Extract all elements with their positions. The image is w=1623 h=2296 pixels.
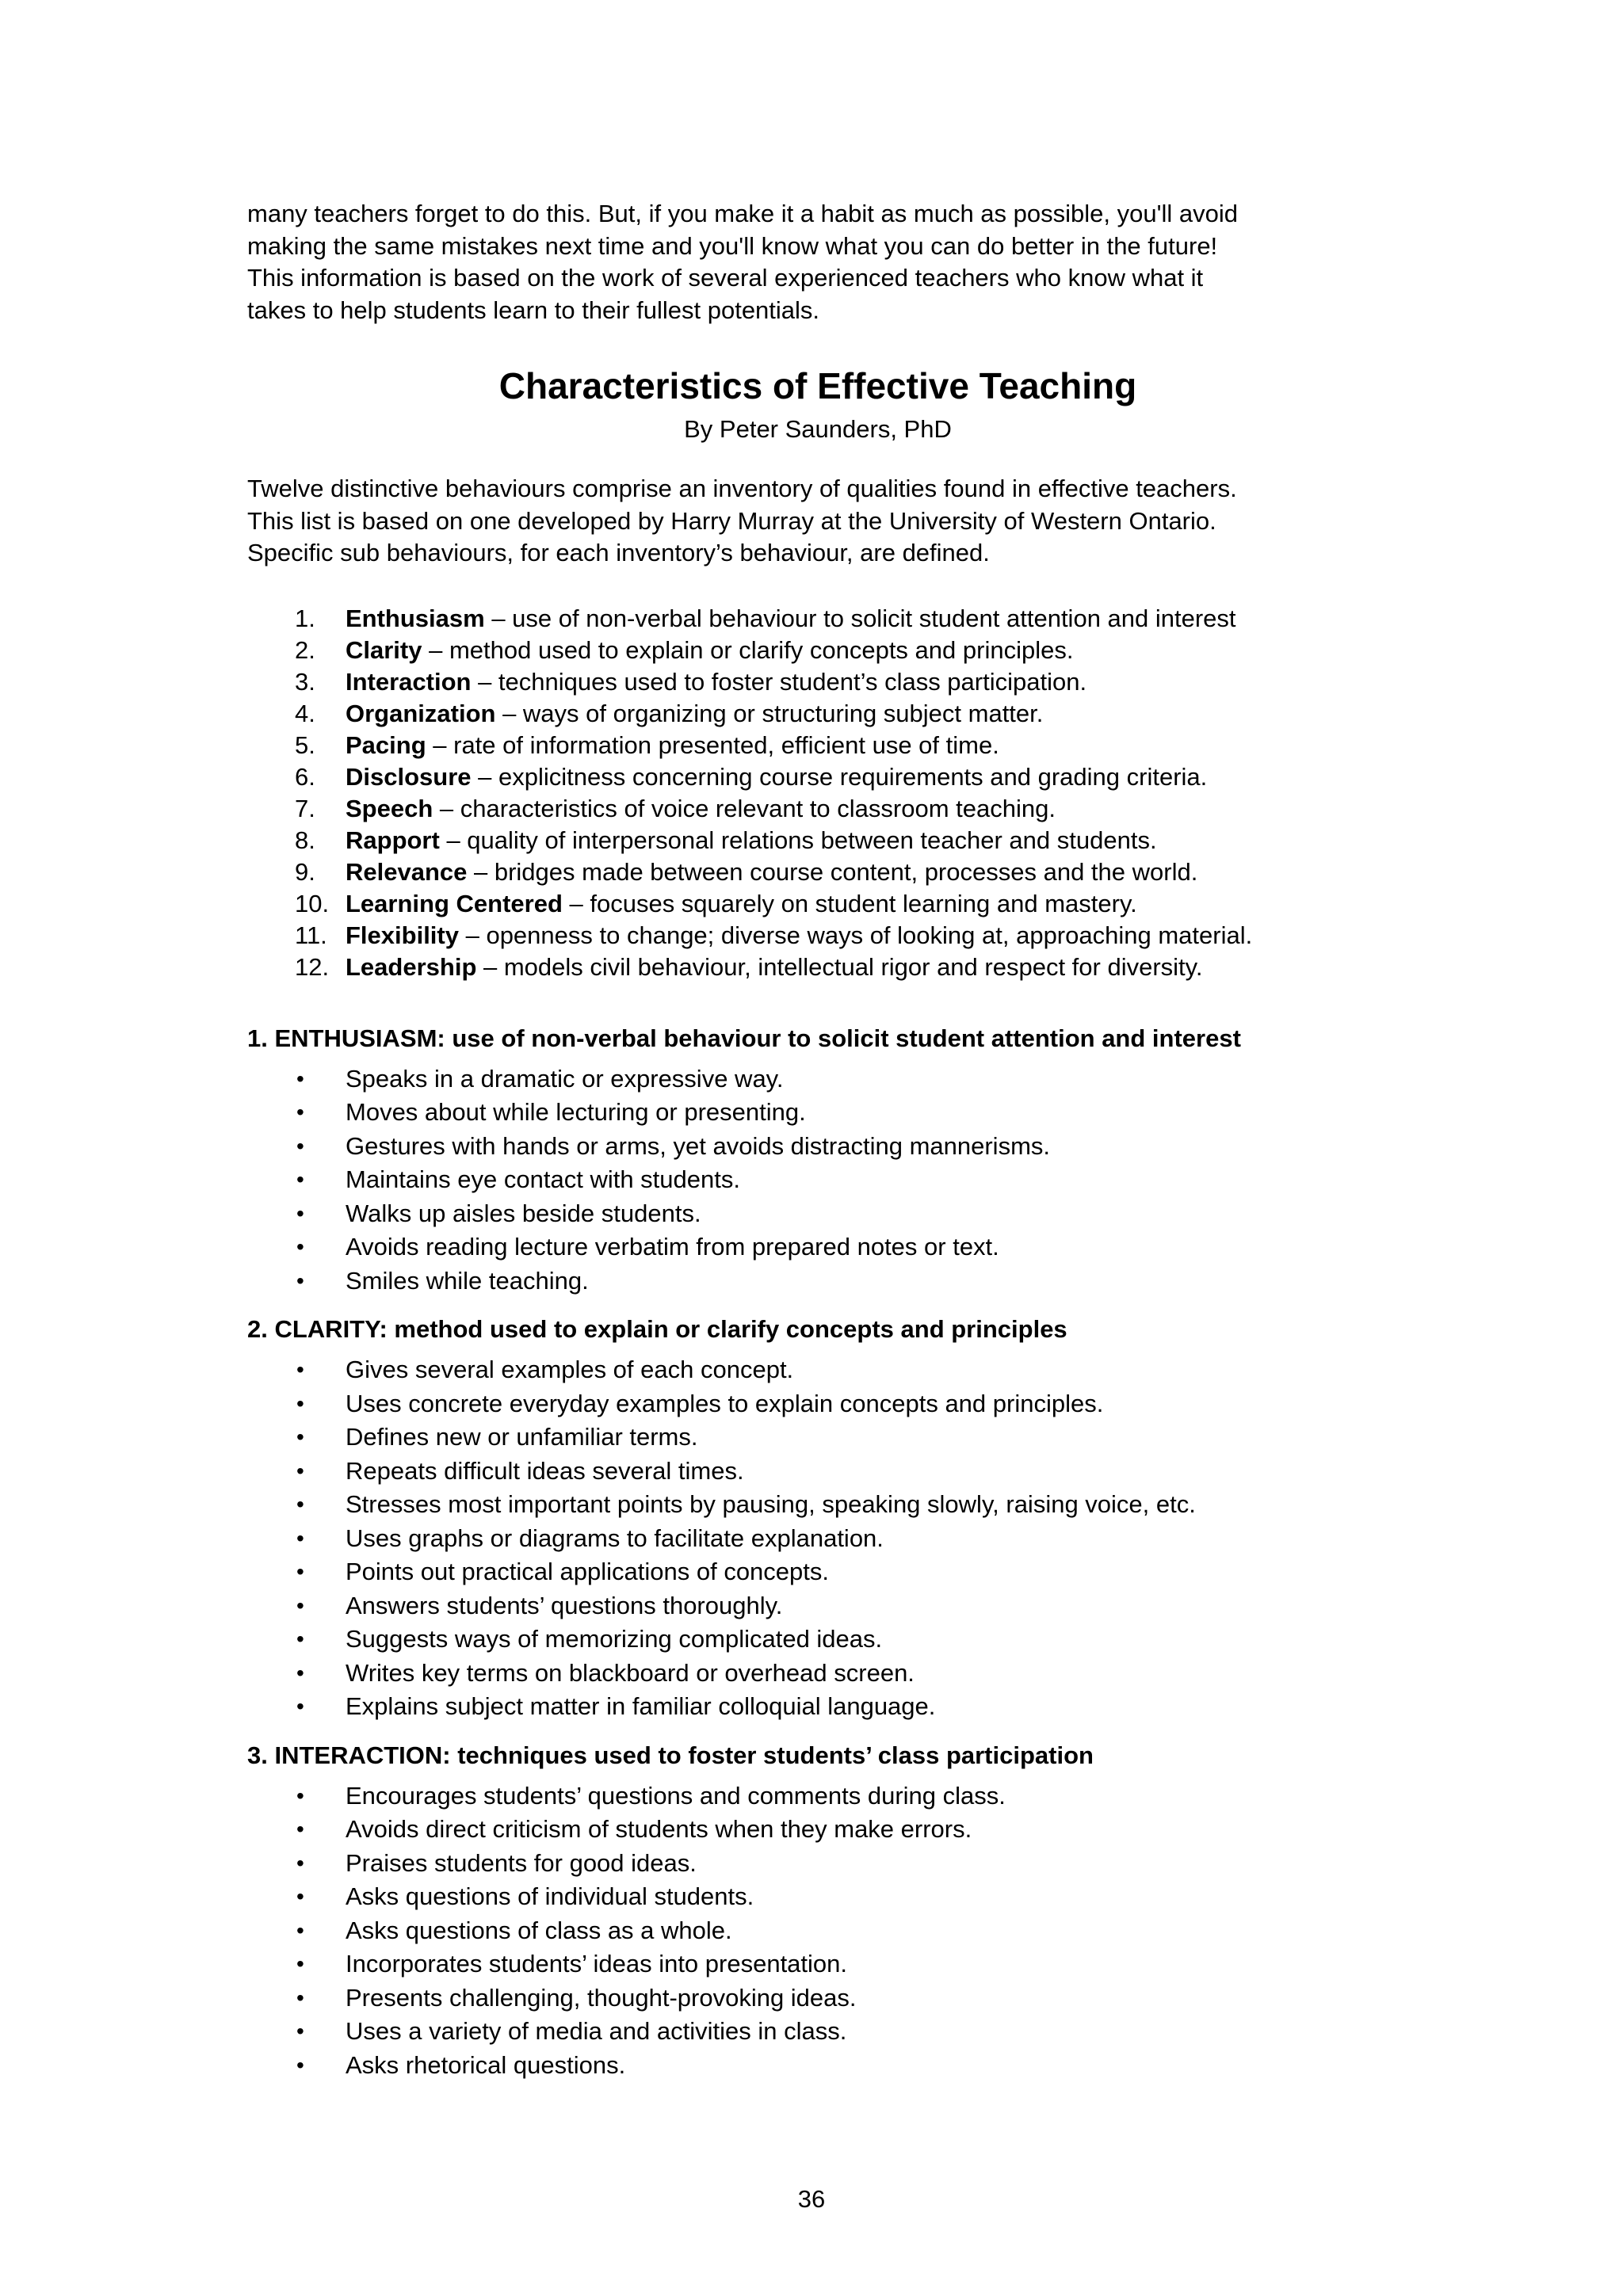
behaviour-description: – openness to change; diverse ways of looking at, approaching material. (458, 921, 1253, 949)
behaviour-term: Interaction (346, 667, 472, 696)
behaviour-term: Flexibility (346, 921, 459, 949)
bullet-item (247, 1387, 1388, 1421)
item-number: 7. (295, 794, 315, 822)
bullet-text: Walks up aisles beside students. (346, 1199, 701, 1227)
bullet-icon: • (296, 1817, 304, 1841)
bullet-icon: • (296, 1492, 304, 1516)
bullet-item (247, 1847, 1388, 1881)
bullet-text: Uses concrete everyday examples to explain concepts and principles. (346, 1389, 1104, 1417)
bullet-item (247, 1981, 1388, 2016)
bullet-text: Stresses most important points by pausing, speaking slowly, raising voice, etc. (346, 1490, 1196, 1518)
bullet-item (247, 1914, 1388, 1948)
bullet-item (247, 1880, 1388, 1914)
intro-paragraph (247, 473, 1388, 570)
bullet-icon: • (296, 1951, 304, 1976)
bullet-item (247, 1488, 1388, 1522)
continuation-paragraph (247, 198, 1388, 326)
bullet-text: Suggests ways of memorizing complicated ideas. (346, 1625, 883, 1653)
bullet-icon: • (296, 1917, 304, 1943)
item-number: 12. (295, 952, 330, 981)
bullet-icon: • (296, 1268, 304, 1293)
behaviour-item (247, 920, 1388, 952)
behaviour-description: – techniques used to foster student’s class participation. (471, 667, 1087, 696)
bullet-icon: • (296, 1390, 304, 1416)
bullet-text: Praises students for good ideas. (346, 1848, 697, 1877)
bullet-icon: • (296, 1133, 304, 1158)
paragraph-line: Twelve distinctive behaviours comprise an inventory of qualities found in effective teachers. (247, 475, 1237, 502)
section-enthusiasm (247, 1021, 1388, 1299)
behaviour-term: Enthusiasm (346, 604, 485, 632)
behaviour-item (247, 635, 1388, 666)
document-page (247, 198, 1388, 2082)
item-number: 10. (295, 889, 330, 917)
bullet-text: Explains subject matter in familiar colloquial language. (346, 1692, 936, 1720)
bullet-text: Avoids direct criticism of students when they make errors. (346, 1815, 972, 1843)
behaviour-term: Learning Centered (346, 889, 563, 917)
bullet-icon: • (296, 1100, 304, 1124)
bullet-text: Asks rhetorical questions. (346, 2050, 626, 2079)
bullet-list (247, 1062, 1388, 1299)
bullet-item (247, 2049, 1388, 2083)
bullet-icon: • (296, 2019, 304, 2043)
behaviour-item (247, 825, 1388, 856)
paragraph-line: This information is based on the work of several experienced teachers who know what it (247, 264, 1204, 292)
behaviour-item (247, 698, 1388, 730)
bullet-item (247, 1130, 1388, 1164)
item-number: 1. (295, 604, 315, 632)
bullet-text: Answers students’ questions thoroughly. (346, 1591, 783, 1619)
bullet-text: Speaks in a dramatic or expressive way. (346, 1064, 784, 1093)
article-title: Characteristics of Effective Teaching (498, 365, 1137, 406)
item-number: 9. (295, 857, 315, 886)
paragraph-line: Specific sub behaviours, for each inventory’s behaviour, are defined. (247, 539, 990, 566)
bullet-icon: • (296, 1234, 304, 1259)
item-number: 5. (295, 730, 315, 759)
section-interaction (247, 1738, 1388, 2083)
paragraph-line: takes to help students learn to their fullest potentials. (247, 296, 820, 324)
behaviour-term: Organization (346, 699, 496, 727)
bullet-icon: • (296, 1627, 304, 1651)
item-number: 2. (295, 635, 315, 664)
bullet-text: Presents challenging, thought-provoking ideas. (346, 1983, 857, 2012)
bullet-item (247, 1690, 1388, 1724)
behaviour-description: – method used to explain or clarify concepts and principles. (422, 635, 1074, 664)
behaviour-term: Clarity (346, 635, 422, 664)
bullet-item (247, 1455, 1388, 1489)
behaviour-description: – ways of organizing or structuring subject matter. (495, 699, 1044, 727)
bullet-item (247, 1589, 1388, 1623)
behaviour-term: Relevance (346, 857, 468, 886)
bullet-icon: • (296, 1850, 304, 1875)
bullet-icon: • (296, 2052, 304, 2077)
bullet-text: Maintains eye contact with students. (346, 1165, 740, 1193)
behaviour-list (247, 603, 1388, 983)
bullet-text: Asks questions of class as a whole. (346, 1916, 732, 1944)
bullet-icon: • (296, 1884, 304, 1909)
behaviour-term: Speech (346, 794, 433, 822)
bullet-icon: • (296, 1694, 304, 1718)
behaviour-item (247, 603, 1388, 635)
bullet-icon: • (296, 1458, 304, 1483)
bullet-item (247, 1623, 1388, 1657)
behaviour-item (247, 888, 1388, 920)
behaviour-term: Pacing (346, 730, 426, 759)
behaviour-term: Leadership (346, 952, 477, 981)
bullet-icon: • (296, 1066, 304, 1091)
behaviour-description: – use of non-verbal behaviour to solicit student attention and interest (484, 604, 1236, 632)
behaviour-item (247, 761, 1388, 793)
bullet-icon: • (296, 1167, 304, 1192)
bullet-list (247, 1779, 1388, 2083)
behaviour-description: – models civil behaviour, intellectual rigor and respect for diversity. (476, 952, 1203, 981)
article-byline: By Peter Saunders, PhD (684, 415, 952, 443)
behaviour-description: – characteristics of voice relevant to classroom teaching. (433, 794, 1056, 822)
bullet-icon: • (296, 1425, 304, 1449)
paragraph-line: many teachers forget to do this. But, if you make it a habit as much as possible, you'll avoid (247, 200, 1239, 227)
behaviour-description: – quality of interpersonal relations between teacher and students. (439, 826, 1157, 854)
section-heading: 1. ENTHUSIASM: use of non-verbal behaviour to solicit student attention and interest (247, 1024, 1241, 1052)
bullet-item (247, 1230, 1388, 1264)
behaviour-description: – rate of information presented, efficient use of time. (426, 730, 999, 759)
bullet-icon: • (296, 1660, 304, 1685)
bullet-text: Defines new or unfamiliar terms. (346, 1423, 698, 1451)
bullet-text: Gestures with hands or arms, yet avoids distracting mannerisms. (346, 1131, 1051, 1160)
behaviour-item (247, 856, 1388, 888)
behaviour-description: – focuses squarely on student learning and mastery. (562, 889, 1137, 917)
behaviour-item (247, 666, 1388, 698)
bullet-text: Encourages students’ questions and comments during class. (346, 1781, 1006, 1810)
bullet-list (247, 1353, 1388, 1724)
bullet-text: Points out practical applications of concepts. (346, 1558, 830, 1585)
bullet-icon: • (296, 1357, 304, 1382)
bullet-icon: • (296, 1985, 304, 2010)
bullet-text: Repeats difficult ideas several times. (346, 1456, 744, 1485)
bullet-text: Uses graphs or diagrams to facilitate explanation. (346, 1524, 884, 1552)
bullet-item (247, 1096, 1388, 1130)
behaviour-item (247, 730, 1388, 761)
bullet-item (247, 1163, 1388, 1197)
bullet-text: Gives several examples of each concept. (346, 1356, 794, 1383)
behaviour-description: – bridges made between course content, processes and the world. (467, 857, 1198, 886)
item-number: 6. (295, 762, 315, 791)
bullet-icon: • (296, 1200, 304, 1226)
bullet-icon: • (296, 1783, 304, 1808)
bullet-text: Asks questions of individual students. (346, 1882, 754, 1910)
bullet-item (247, 1197, 1388, 1231)
bullet-text: Writes key terms on blackboard or overhead screen. (346, 1658, 915, 1687)
item-number: 3. (295, 667, 315, 696)
bullet-item (247, 1779, 1388, 1814)
bullet-item (247, 1264, 1388, 1299)
bullet-text: Uses a variety of media and activities in class. (346, 2017, 847, 2045)
behaviour-term: Disclosure (346, 762, 472, 791)
bullet-item (247, 1657, 1388, 1691)
behaviour-term: Rapport (346, 826, 440, 854)
paragraph-line: This list is based on one developed by Harry Murray at the University of Western Ontario. (247, 506, 1216, 535)
bullet-item (247, 1062, 1388, 1097)
bullet-text: Avoids reading lecture verbatim from prepared notes or text. (346, 1233, 999, 1261)
bullet-item (247, 1813, 1388, 1847)
bullet-item (247, 2015, 1388, 2049)
paragraph-line: making the same mistakes next time and you'll know what you can do better in the future! (247, 231, 1218, 260)
behaviour-item (247, 793, 1388, 825)
behaviour-item (247, 952, 1388, 983)
bullet-icon: • (296, 1559, 304, 1584)
bullet-icon: • (296, 1525, 304, 1550)
section-heading: 3. INTERACTION: techniques used to foster students’ class participation (247, 1741, 1094, 1769)
item-number: 11. (295, 921, 327, 949)
bullet-text: Moves about while lecturing or presenting. (346, 1098, 806, 1126)
bullet-item (247, 1555, 1388, 1589)
item-number: 8. (295, 826, 315, 854)
bullet-item (247, 1353, 1388, 1387)
item-number: 4. (295, 699, 315, 727)
page-number: 36 (797, 2185, 826, 2213)
bullet-item (247, 1522, 1388, 1556)
bullet-item (247, 1947, 1388, 1981)
section-clarity (247, 1312, 1388, 1724)
bullet-item (247, 1421, 1388, 1455)
bullet-text: Incorporates students’ ideas into presentation. (346, 1950, 848, 1978)
behaviour-description: – explicitness concerning course requirements and grading criteria. (471, 762, 1208, 791)
bullet-text: Smiles while teaching. (346, 1266, 589, 1295)
section-heading: 2. CLARITY: method used to explain or clarify concepts and principles (247, 1315, 1067, 1343)
bullet-icon: • (296, 1592, 304, 1618)
